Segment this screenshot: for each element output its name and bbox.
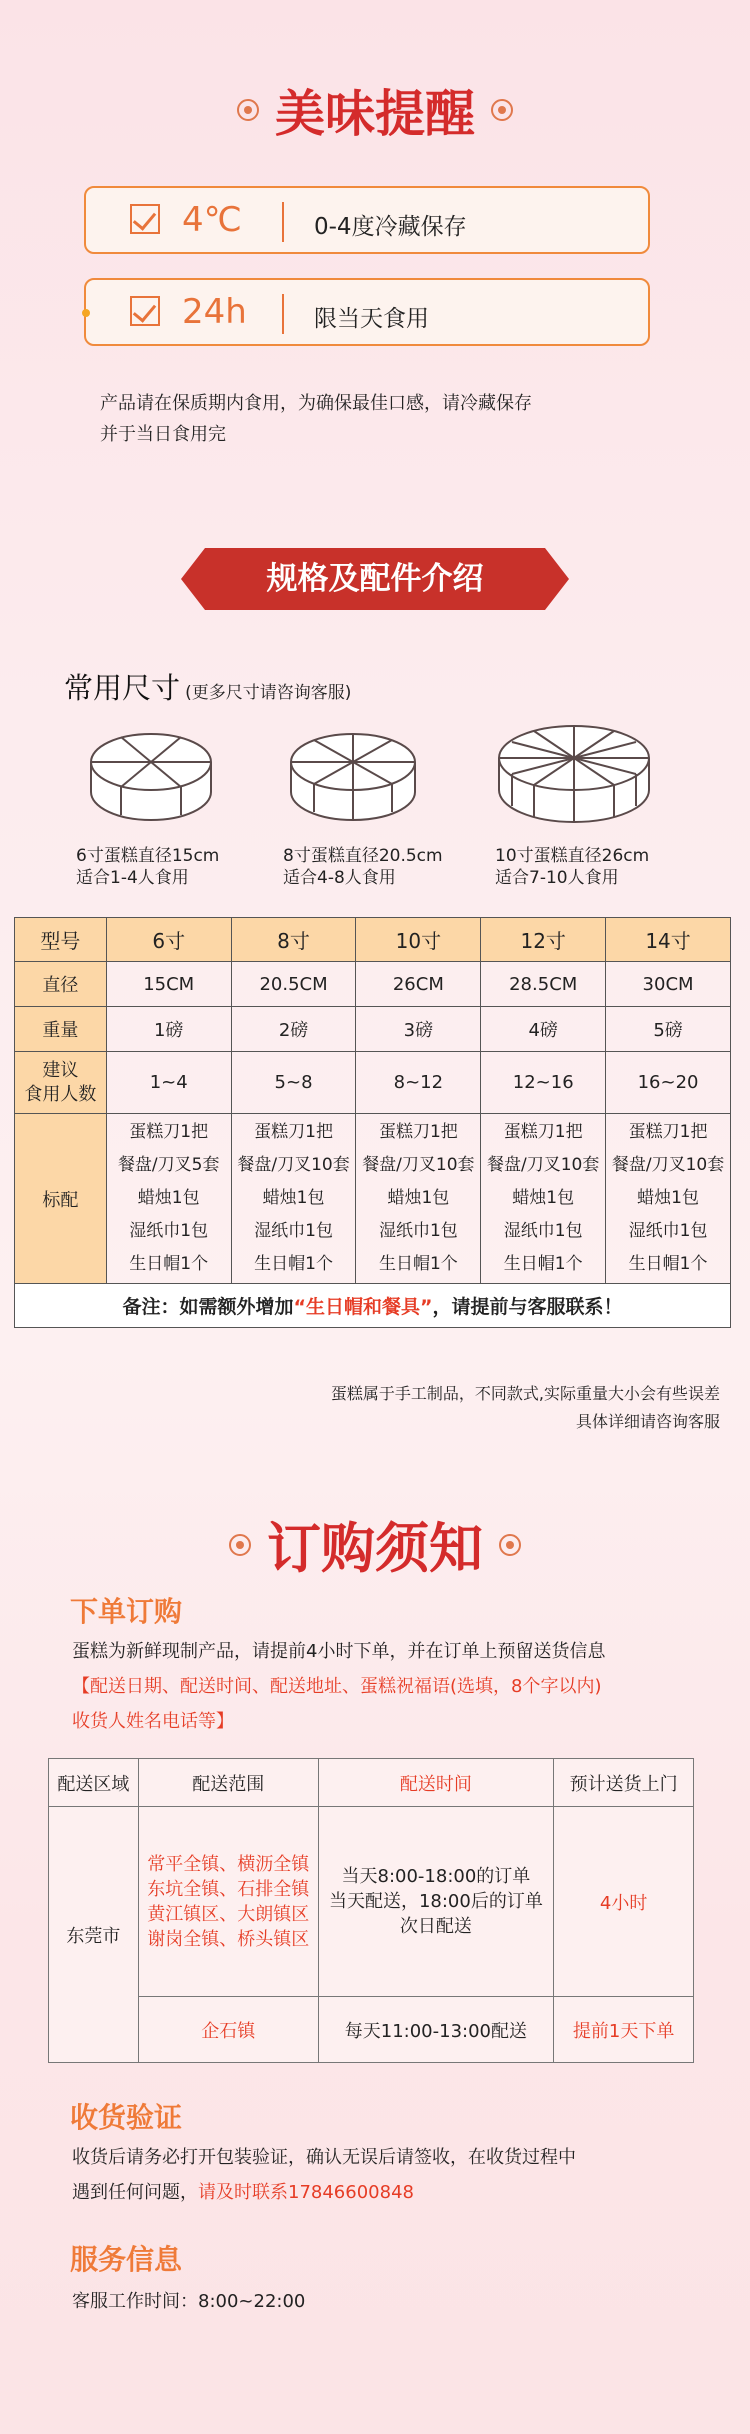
temperature-desc: 0-4度冷藏保存: [314, 214, 467, 240]
table-header: 8寸: [231, 918, 356, 962]
table-header: 12寸: [481, 918, 606, 962]
time-value: 24h: [182, 292, 247, 332]
table-row: 重量 1磅 2磅 3磅 4磅 5磅: [15, 1007, 731, 1052]
spec-table: [14, 917, 731, 1328]
verify-text: 收货后请务必打开包装验证，确认无误后请签收，在收货过程中 遇到任何问题，请及时联系17846600848: [72, 2147, 576, 2203]
order-heading: 下单订购: [70, 1595, 183, 1628]
table-row: 企石镇 每天11:00-13:00配送 提前1天下单: [49, 1997, 694, 2063]
table-row: 东莞市 常平全镇、横沥全镇 东坑全镇、石排全镇 黄江镇区、大朗镇区 谢岗全镇、桥头镇区 当天8:00-18:00的订单 当天配送，18:00后的订单 次日配送 4小时: [49, 1807, 694, 1997]
ring-icon: [499, 1534, 521, 1556]
cake-8-caption: 8寸蛋糕直径20.5cm 适合4-8人食用: [283, 846, 443, 888]
checkbox-icon: [130, 204, 160, 234]
storage-temp-pill: [84, 186, 650, 254]
disclaimer: 蛋糕属于手工制品，不同款式,实际重量大小会有些误差 具体详细请咨询客服: [330, 1384, 720, 1431]
cake-6-caption: 6寸蛋糕直径15cm 适合1-4人食用: [76, 846, 220, 888]
table-header: 10寸: [356, 918, 481, 962]
delivery-table: [48, 1758, 694, 2063]
table-row: 建议 食用人数 1~4 5~8 8~12 12~16 16~20: [15, 1052, 731, 1114]
table-header: 配送区域: [49, 1759, 139, 1807]
table-header: 配送时间: [318, 1759, 554, 1807]
spec-banner: 规格及配件介绍: [205, 548, 545, 610]
table-header: 配送范围: [138, 1759, 318, 1807]
storage-time-pill: [84, 278, 650, 346]
tips-title: 美味提醒: [0, 74, 750, 146]
cake-8-inch-icon: [286, 727, 421, 827]
table-header: 型号: [15, 918, 107, 962]
table-header: 预计送货上门: [554, 1759, 694, 1807]
table-row: 直径 15CM 20.5CM 26CM 28.5CM 30CM: [15, 962, 731, 1007]
table-row: 标配 蛋糕刀1把 餐盘/刀叉5套 蜡烛1包 湿纸巾1包 生日帽1个 蛋糕刀1把 餐盘/刀叉10套 蜡烛1包 湿纸巾1包 生日帽1个 蛋糕刀1把 餐盘/刀叉10套 蜡烛1包 湿纸巾1包 生日帽1个 蛋糕刀1把 餐盘/刀叉10套 蜡烛1包 湿纸巾1包 生日帽1个 蛋糕刀1把 餐盘/刀叉10套 蜡烛1包 湿纸巾1包 生日帽1个: [15, 1114, 731, 1284]
cake-10-caption: 10寸蛋糕直径26cm 适合7-10人食用: [495, 846, 650, 888]
sizes-heading: 常用尺寸 (更多尺寸请咨询客服): [64, 671, 352, 705]
cake-10-inch-icon: [494, 720, 654, 828]
ring-icon: [491, 99, 513, 121]
ring-icon: [229, 1534, 251, 1556]
verify-heading: 收货验证: [70, 2101, 183, 2134]
temperature-value: 4℃: [182, 200, 242, 240]
order-text: 蛋糕为新鲜现制产品，请提前4小时下单，并在订单上预留送货信息 【配送日期、配送时间、配送地址、蛋糕祝福语(选填，8个字以内) 收货人姓名电话等】: [72, 1641, 606, 1732]
checkbox-icon: [130, 296, 160, 326]
table-note: 备注：如需额外增加“生日帽和餐具”，请提前与客服联系！: [15, 1284, 731, 1328]
service-heading: 服务信息: [70, 2243, 183, 2276]
order-title: 订购须知: [0, 1506, 750, 1583]
ring-icon: [237, 99, 259, 121]
storage-note: 产品请在保质期内食用，为确保最佳口感，请冷藏保存 并于当日食用完: [100, 393, 532, 445]
time-desc: 限当天食用: [314, 306, 429, 332]
cake-6-inch-icon: [86, 727, 216, 827]
table-header: 14寸: [606, 918, 731, 962]
service-hours: 客服工作时间：8:00~22:00: [72, 2291, 306, 2312]
table-header: 6寸: [106, 918, 231, 962]
